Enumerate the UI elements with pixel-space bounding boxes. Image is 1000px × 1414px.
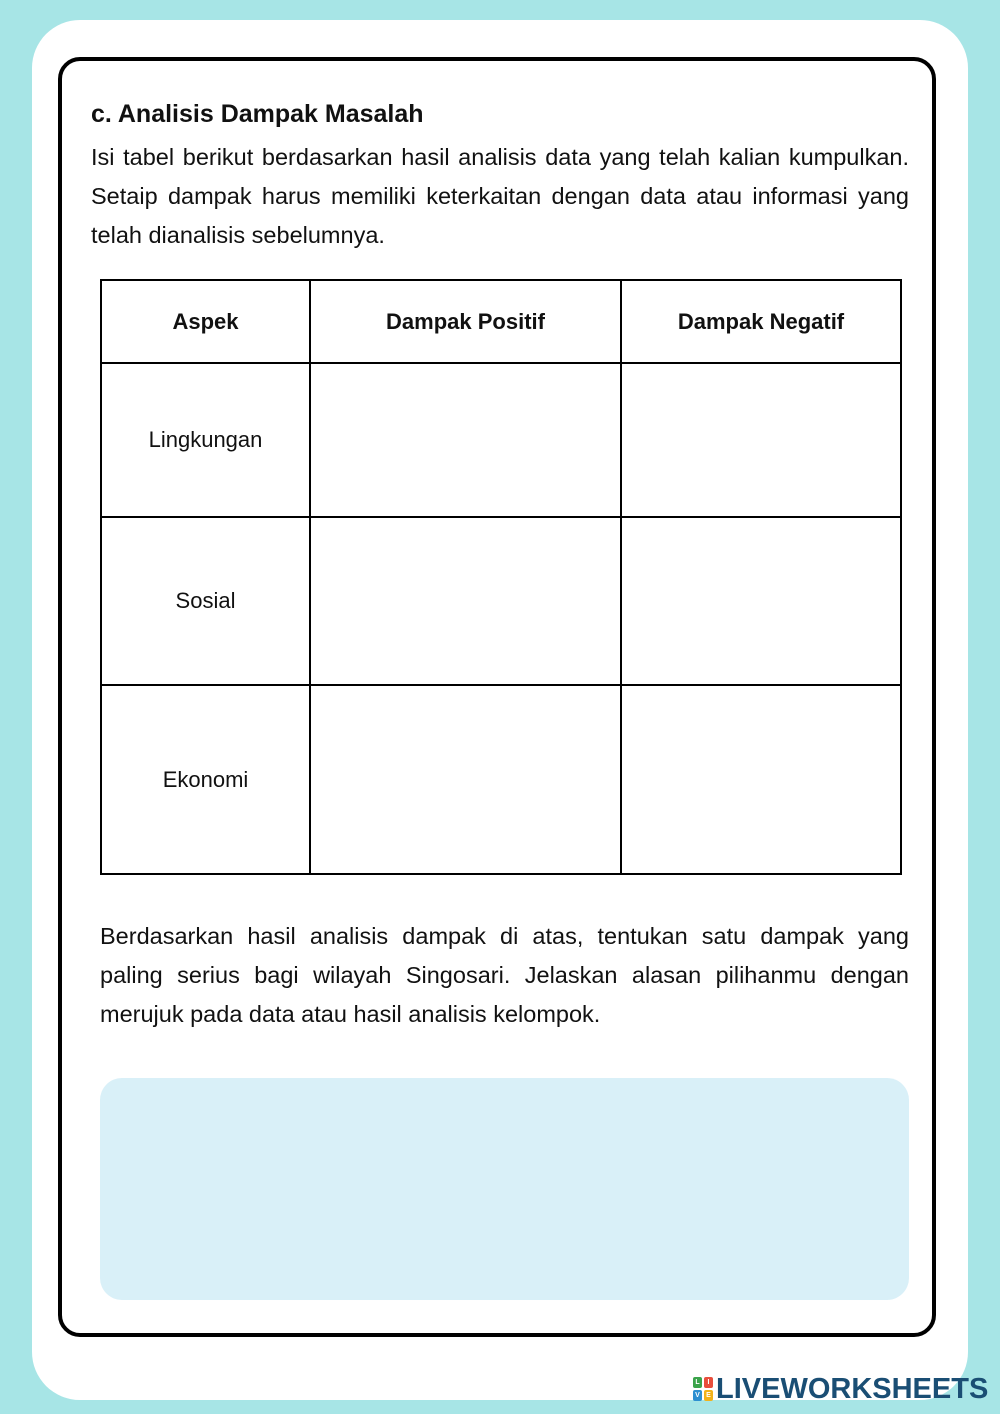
aspek-cell: Sosial [101,517,310,685]
dampak-negatif-answer-cell[interactable] [621,685,901,874]
dampak-negatif-answer-cell[interactable] [621,517,901,685]
table-header-row [101,280,901,363]
header-aspek: Aspek [101,280,310,363]
dampak-positif-answer-cell[interactable] [310,363,621,517]
table-row [101,517,901,685]
mark-letter: L [693,1377,702,1388]
header-dampak-positif: Dampak Positif [310,280,621,363]
dampak-negatif-answer-cell[interactable] [621,363,901,517]
dampak-positif-answer-cell[interactable] [310,517,621,685]
table-row [101,685,901,874]
section-intro: Isi tabel berikut berdasarkan hasil analisis data yang telah kalian kumpulkan. Setaip dampak harus memiliki keterkaitan dengan data atau informasi yang telah dianalisis sebelumnya. [91,144,909,248]
table-row [101,363,901,517]
liveworksheets-logo [693,1374,988,1404]
answer-input-box[interactable] [100,1078,909,1300]
question-text: Berdasarkan hasil analisis dampak di atas, tentukan satu dampak yang paling serius bagi wilayah Singosari. Jelaskan alasan pilihanmu dengan merujuk pada data atau hasil analisis kelompok. [100,923,909,1027]
dampak-positif-answer-cell[interactable] [310,685,621,874]
aspek-cell: Ekonomi [101,685,310,874]
section-title: c. Analisis Dampak Masalah [91,100,424,128]
mark-letter: V [693,1390,702,1401]
liveworksheets-mark-icon [693,1377,713,1401]
mark-letter: I [704,1377,713,1388]
impact-table [100,279,902,875]
mark-letter: E [704,1390,713,1401]
brand-name: LIVEWORKSHEETS [716,1372,989,1405]
header-dampak-negatif: Dampak Negatif [621,280,901,363]
aspek-cell: Lingkungan [101,363,310,517]
